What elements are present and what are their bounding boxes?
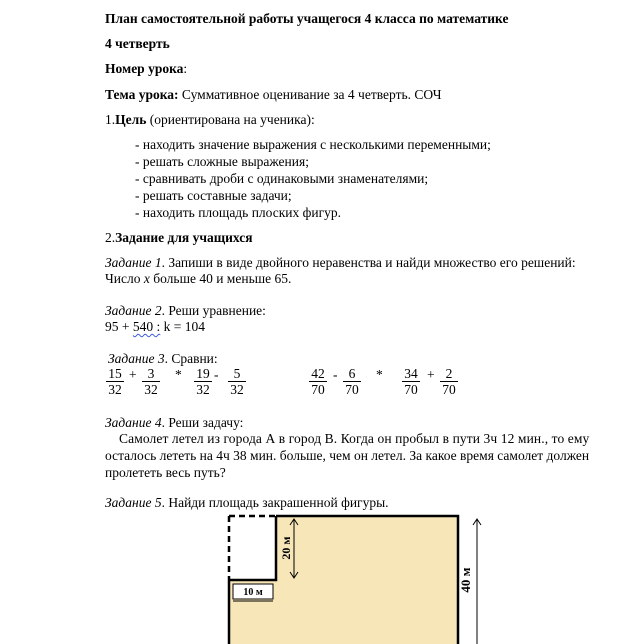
task5-text: . Найди площадь закрашенной фигуры. — [161, 495, 389, 510]
lesson-number-label: Номер урока — [105, 61, 184, 76]
task4-body-line: пролететь весь путь? — [105, 465, 226, 480]
equation-pre: 95 + — [105, 319, 133, 334]
fraction: $\frac{5}{32}$ — [228, 366, 246, 397]
task2-text: . Реши уравнение: — [161, 303, 266, 318]
task5-label: Задание 5 — [105, 495, 162, 510]
task1-line2-pre: Число — [105, 271, 144, 286]
task2-label: Задание 2 — [105, 303, 162, 318]
fraction: $\frac{42}{70}$ — [309, 366, 327, 397]
goal-item: - решать сложные выражения; — [135, 154, 309, 169]
fraction: $\frac{6}{70}$ — [343, 366, 361, 397]
quarter-label: 4 четверть — [105, 36, 170, 51]
task4-body-line: осталось лететь на 4ч 38 мин. больше, чем он летел. За какое время самолет должен — [105, 448, 590, 463]
goal-label: Цель — [115, 112, 147, 127]
goal-number: 1. — [105, 112, 116, 127]
goal-item: - сравнивать дроби с одинаковыми знаменателями; — [135, 171, 429, 186]
equation-spellcheck-mark: 540 : — [132, 319, 161, 334]
task4-text: . Реши задачу: — [161, 415, 244, 430]
goal-item: - решать составные задачи; — [135, 188, 292, 203]
fraction: $\frac{3}{32}$ — [142, 366, 160, 397]
task4-label: Задание 4 — [105, 415, 162, 430]
dimension-label-40: 40 м — [458, 567, 473, 593]
task3-text: . Сравни: — [164, 351, 218, 366]
minus-sign: - — [333, 367, 338, 382]
lesson-number-colon: : — [183, 61, 188, 76]
goal-item: - находить площадь плоских фигур. — [135, 205, 342, 220]
task1-line2-post: больше 40 и меньше 65. — [149, 271, 292, 286]
topic-label: Тема урока: — [105, 87, 179, 102]
comparison-placeholder: * — [175, 367, 182, 382]
equation-post: k = 104 — [160, 319, 206, 334]
task1-label: Задание 1 — [105, 255, 162, 270]
document-title: План самостоятельной работы учащегося 4 класса по математике — [105, 11, 509, 26]
task3-label: Задание 3 — [108, 351, 165, 366]
fraction: $\frac{34}{70}$ — [402, 366, 420, 397]
fraction: $\frac{2}{70}$ — [440, 366, 458, 397]
tasks-label: Задание для учащихся — [115, 230, 253, 245]
comparison-placeholder: * — [376, 367, 383, 382]
dimension-label-20: 20 м — [279, 536, 293, 560]
task4-body-line: Самолет летел из города А в город В. Когда он пробыл в пути 3ч 12 мин., то ему — [119, 431, 590, 446]
topic-value: Суммативное оценивание за 4 четверть. СОЧ — [178, 87, 442, 102]
goal-item: - находить значение выражения с несколькими переменными; — [135, 137, 491, 152]
plus-sign: + — [427, 367, 435, 382]
task1-variable: х — [143, 271, 150, 286]
fraction: $\frac{19}{32}$ — [194, 366, 212, 397]
tasks-number: 2. — [105, 230, 116, 245]
task1-text: . Запиши в виде двойного неравенства и найди множество его решений: — [161, 255, 576, 270]
plus-sign: + — [129, 367, 137, 382]
cutout-dashed-outline — [229, 516, 276, 580]
cutout-edges — [229, 516, 276, 580]
minus-sign: - — [214, 367, 219, 382]
fraction: $\frac{15}{32}$ — [106, 366, 124, 397]
goal-suffix: (ориентирована на ученика): — [146, 112, 315, 127]
dimension-label-10: 10 м — [243, 587, 263, 598]
